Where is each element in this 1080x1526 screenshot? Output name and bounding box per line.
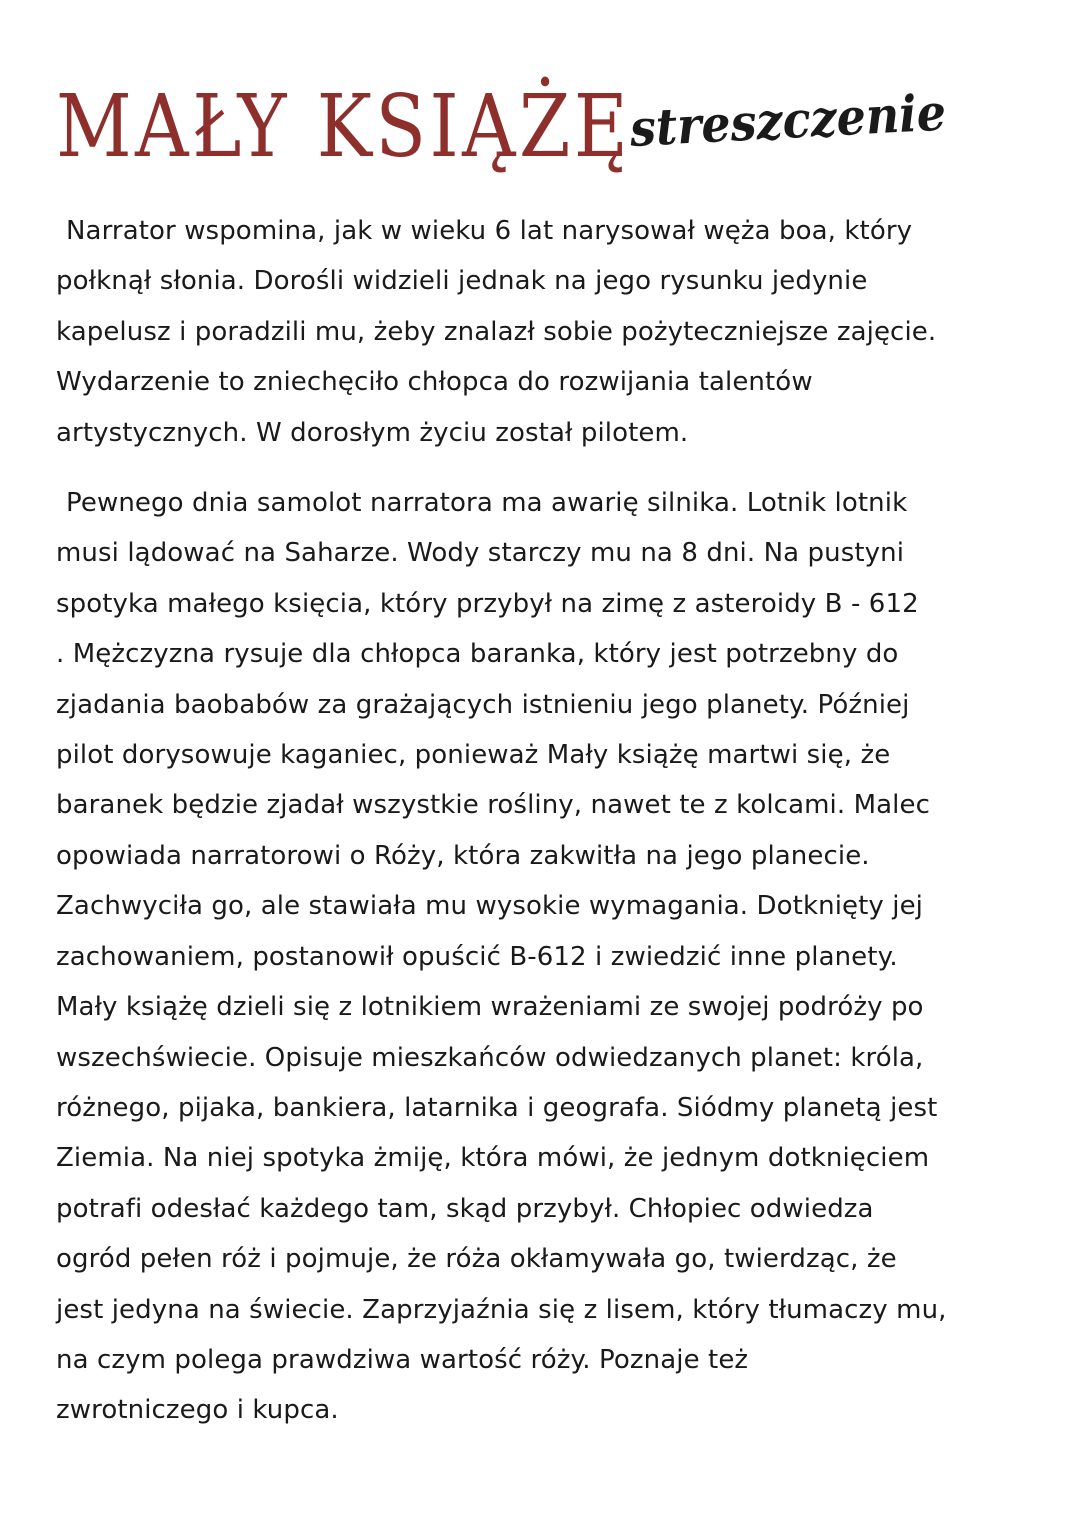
header: [56, 72, 1036, 202]
page-subtitle: streszczenie: [628, 82, 948, 158]
summary-body: [56, 206, 1016, 1436]
paragraph-2: Pewnego dnia samolot narratora ma awarię silnika. Lotnik lotnik musi lądować na Saharze. Wody starczy mu na 8 dni. Na pustyni spotyka małego księcia, który przybył na zimę z asteroidy B - 612 . Mężczyzna rysuje dla chłopca baranka, który jest potrzebny do zjadania baobabów za grażających istnieniu jego planety. Później pilot dorysowuje kaganiec, ponieważ Mały książę martwi się, że baranek będzie zjadał wszystkie rośliny, nawet te z kolcami. Malec opowiada narratorowi o Róży, która zakwitła na jego planecie. Zachwyciła go, ale stawiała mu wysokie wymagania. Dotknięty jej zachowaniem, postanowił opuścić B-612 i zwiedzić inne planety. Mały książę dzieli się z lotnikiem wrażeniami ze swojej podróży po wszechświecie. Opisuje mieszkańców odwiedzanych planet: króla, różnego, pijaka, bankiera, latarnika i geografa. Siódmy planetą jest Ziemia. Na niej spotyka żmiję, która mówi, że jednym dotknięciem potrafi odesłać każdego tam, skąd przybył. Chłopiec odwiedza ogród pełen róż i pojmuje, że róża okłamywała go, twierdząc, że jest jedyna na świecie. Zaprzyjaźnia się z lisem, który tłumaczy mu, na czym polega prawdziwa wartość róży. Poznaje też zwrotniczego i kupca.: [56, 488, 947, 1426]
paragraph-1: Narrator wspomina, jak w wieku 6 lat narysował węża boa, który połknął słonia. Dorośli widzieli jednak na jego rysunku jedynie kapelusz i poradzili mu, żeby znalazł sobie pożyteczniejsze zajęcie. Wydarzenie to zniechęciło chłopca do rozwijania talentów artystycznych. W dorosłym życiu został pilotem.: [56, 216, 937, 448]
page-title: MAŁY KSIĄŻĘ: [56, 77, 632, 177]
